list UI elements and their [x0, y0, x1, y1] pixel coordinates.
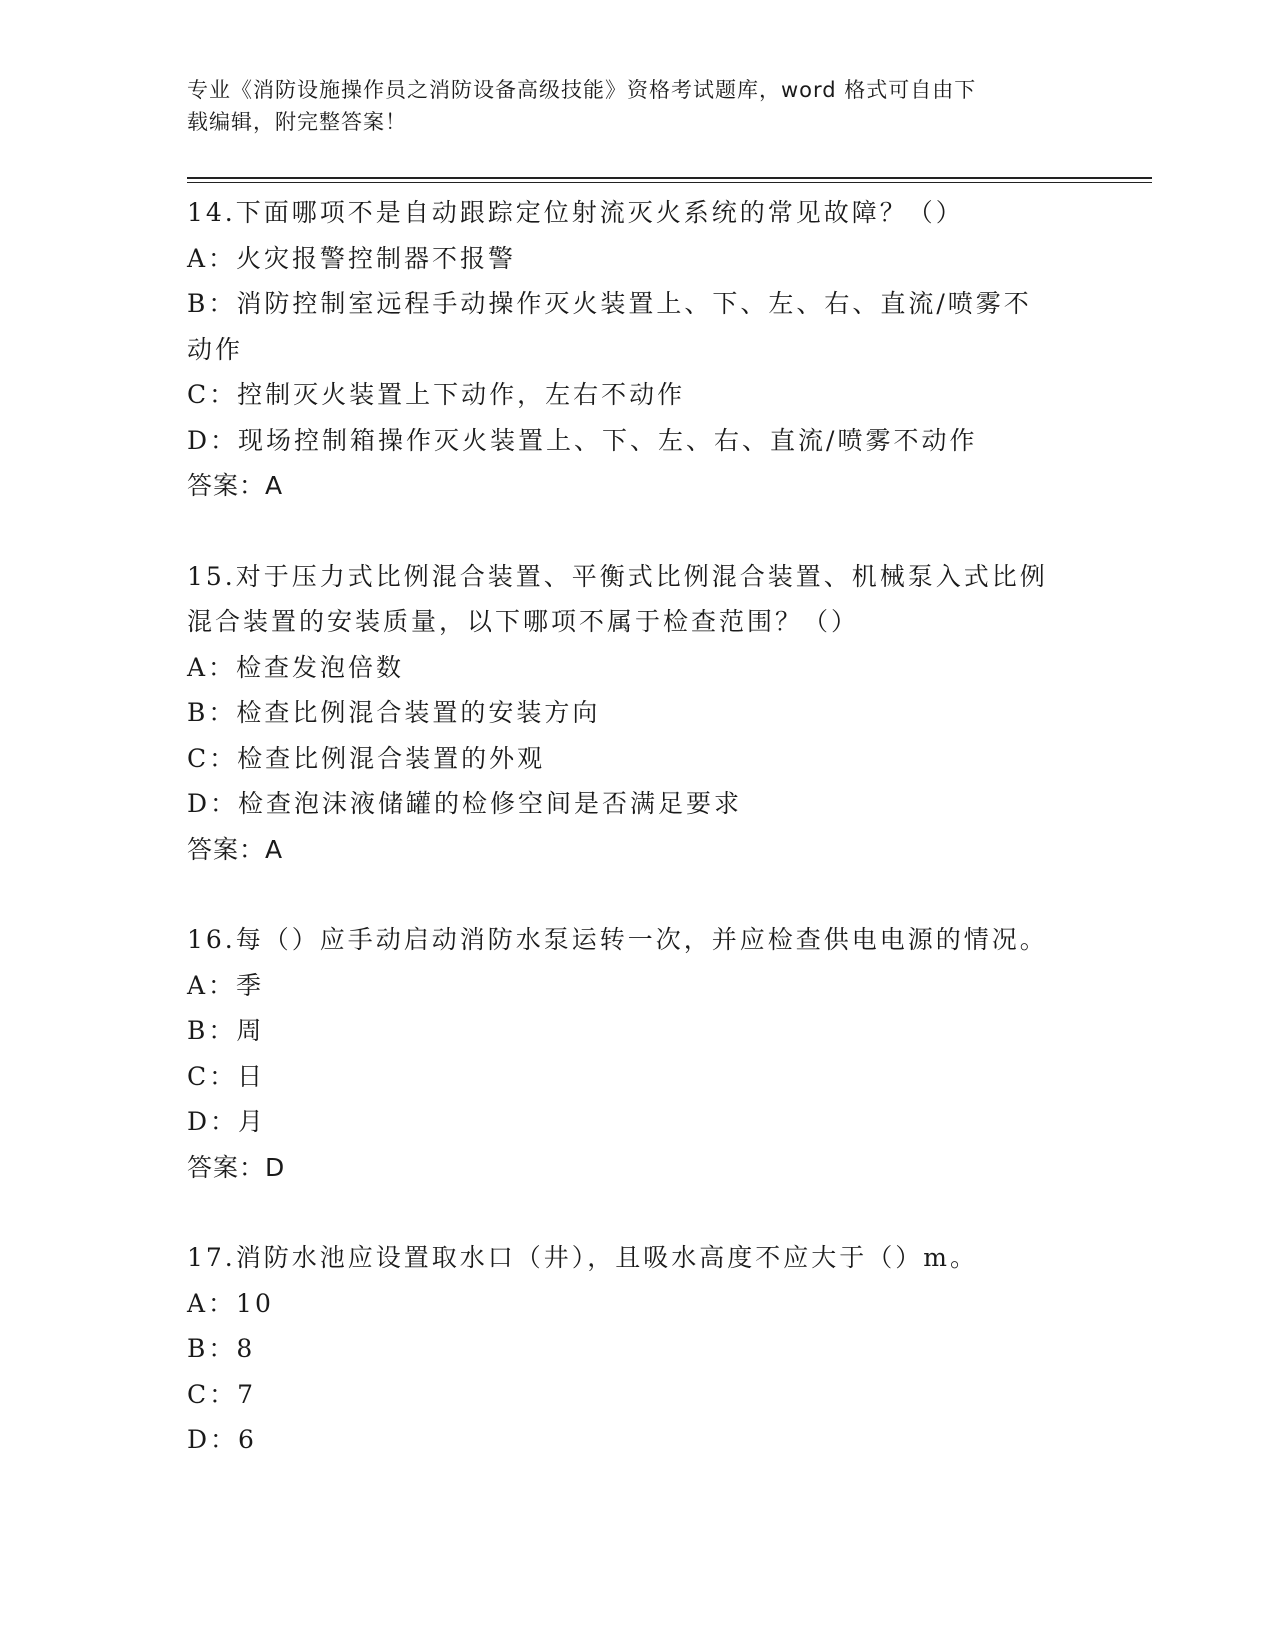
header-rule-thin: [187, 182, 1152, 183]
answer-key: 答案：A: [187, 471, 284, 500]
answer-option: D：月: [187, 1107, 267, 1136]
question-block: [187, 1235, 1087, 1463]
question-block: [187, 554, 1087, 873]
answer-option: A：火灾报警控制器不报警: [187, 243, 517, 273]
answer-option: A：10: [187, 1288, 274, 1318]
question-list: [187, 190, 1087, 1508]
answer-option: 动作: [187, 334, 244, 364]
header-line-2: 载编辑，附完整答案！: [187, 110, 407, 134]
answer-option: C：检查比例混合装置的外观: [187, 743, 546, 773]
answer-option: D：6: [187, 1425, 257, 1454]
answer-option: B：消防控制室远程手动操作灭火装置上、下、左、右、直流/喷雾不: [187, 289, 1032, 318]
question-stem: 17.消防水池应设置取水口（井），且吸水高度不应大于（）m。: [187, 1243, 978, 1272]
answer-option: C：控制灭火装置上下动作，左右不动作: [187, 380, 686, 409]
answer-option: D：检查泡沫液储罐的检修空间是否满足要求: [187, 789, 743, 818]
header-rule-thick: [187, 177, 1152, 179]
answer-option: C：7: [187, 1379, 257, 1409]
question-stem: 16.每（）应手动启动消防水泵运转一次，并应检查供电电源的情况。: [187, 925, 1048, 954]
answer-option: D：现场控制箱操作灭火装置上、下、左、右、直流/喷雾不动作: [187, 425, 978, 455]
question-stem: 混合装置的安装质量，以下哪项不属于检查范围？（）: [187, 607, 860, 636]
answer-option: B：8: [187, 1334, 256, 1363]
answer-option: A：季: [187, 970, 265, 1000]
answer-option: C：日: [187, 1061, 266, 1091]
question-block: [187, 917, 1087, 1190]
header-line-1: 专业《消防设施操作员之消防设备高级技能》资格考试题库，word 格式可自由下: [187, 78, 977, 102]
question-stem: 14.下面哪项不是自动跟踪定位射流灭火系统的常见故障？（）: [187, 198, 964, 227]
question-block: [187, 190, 1087, 509]
document-header: [187, 74, 1067, 138]
answer-option: B：检查比例混合装置的安装方向: [187, 698, 601, 727]
answer-key: 答案：A: [187, 834, 284, 864]
answer-option: B：周: [187, 1016, 265, 1045]
answer-key: 答案：D: [187, 1152, 286, 1182]
question-stem: 15.对于压力式比例混合装置、平衡式比例混合装置、机械泵入式比例: [187, 561, 1048, 591]
answer-option: A：检查发泡倍数: [187, 652, 405, 682]
